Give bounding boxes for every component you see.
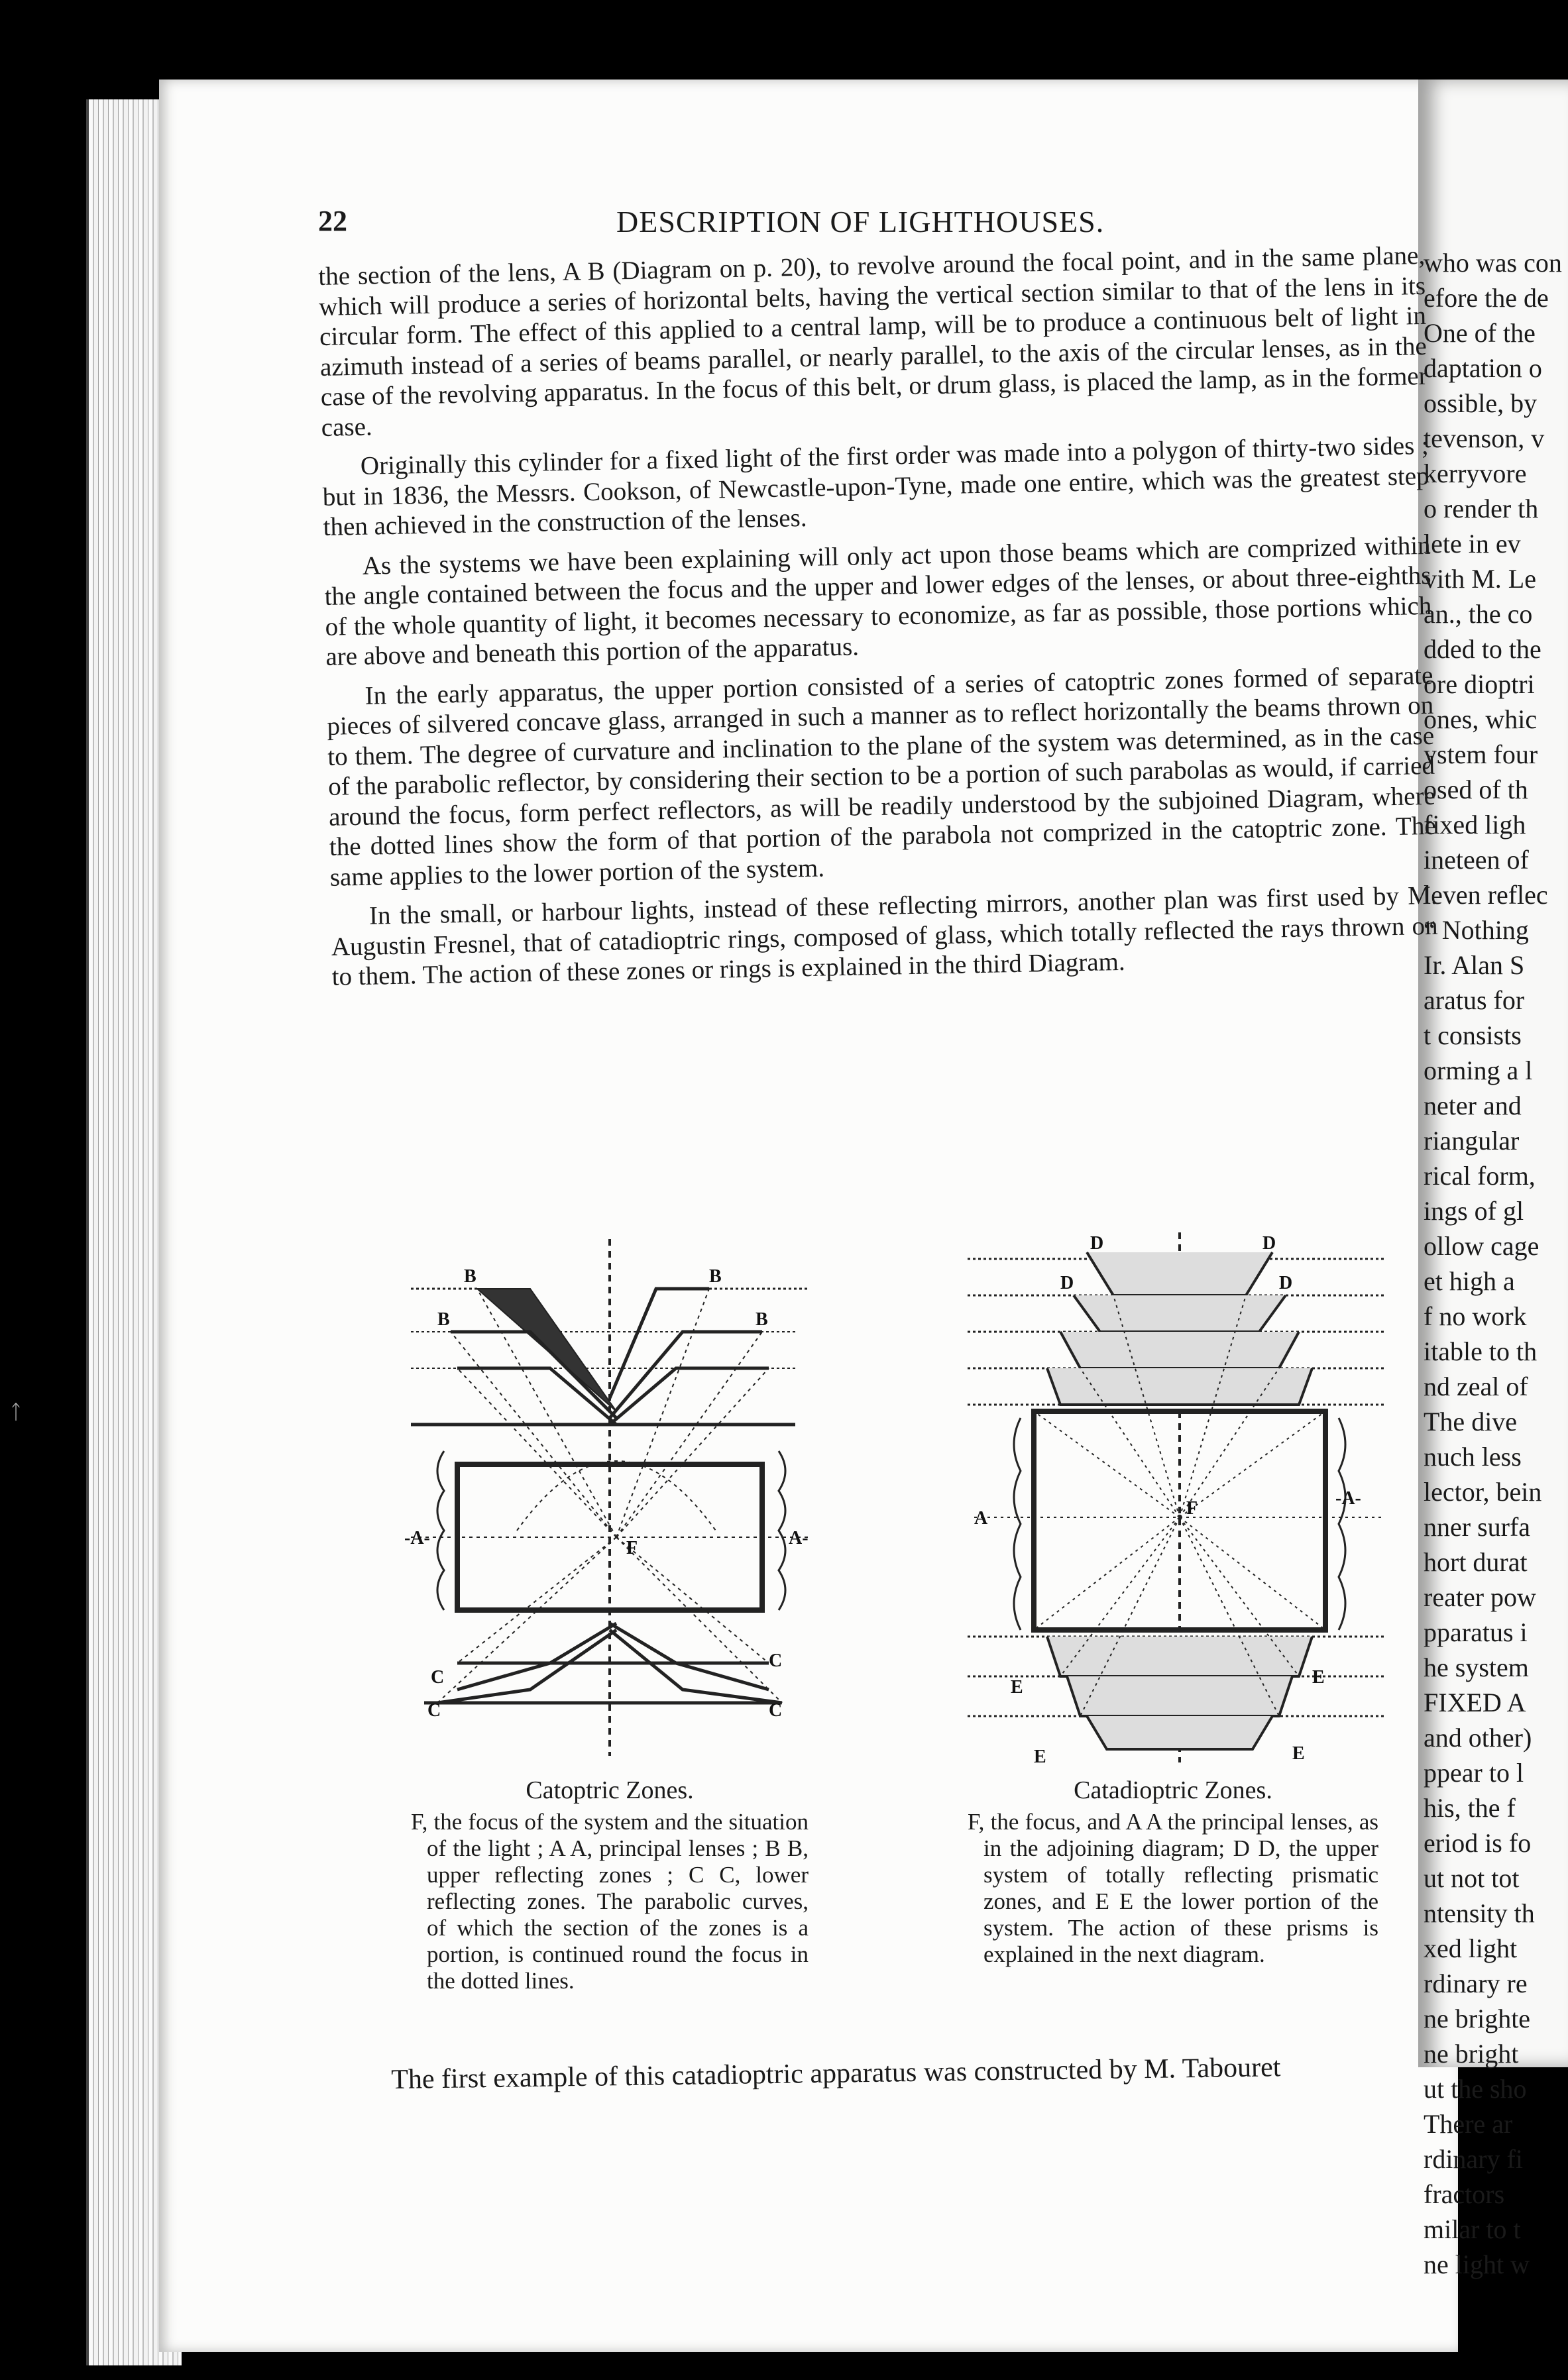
facing-page-line: milar to t xyxy=(1424,2214,1521,2244)
facing-page-line: FIXED A xyxy=(1424,1688,1526,1717)
label-a: -A- xyxy=(1335,1488,1361,1509)
label-e: E xyxy=(1011,1677,1023,1698)
facing-page-line: vith M. Le xyxy=(1424,564,1536,594)
body-text xyxy=(318,241,1439,1001)
label-e: E xyxy=(1292,1743,1305,1764)
facing-page-line: kerryvore xyxy=(1424,459,1527,488)
facing-page-line: fractors xyxy=(1424,2179,1505,2209)
label-e: E xyxy=(1034,1747,1046,1767)
facing-page-line: nd zeal of xyxy=(1424,1372,1528,1401)
facing-page-line: dded to the xyxy=(1424,634,1541,664)
paragraph: As the systems we have been explaining will only act upon those beams which are comprized within the angle contained between the focus and the upper and lower edges of the lenses, or about three-eighths of the whole quantity of light, it becomes necessary to economize, as far as possible, those portions which are above and beneath this portion of the apparatus. xyxy=(324,531,1432,671)
facing-page-line: ore dioptri xyxy=(1424,669,1535,699)
label-b: B xyxy=(756,1309,768,1330)
facing-page-line: daptation o xyxy=(1424,353,1542,383)
facing-page-line: ut not tot xyxy=(1424,1863,1520,1893)
label-c: C xyxy=(431,1667,445,1688)
facing-page-line: orming a l xyxy=(1424,1055,1533,1085)
facing-page-line: There ar xyxy=(1424,2109,1513,2139)
label-e: E xyxy=(1312,1667,1325,1688)
facing-page-line: et high a xyxy=(1424,1266,1515,1296)
facing-page-line: hort durat xyxy=(1424,1547,1528,1577)
facing-page-line: ollow cage xyxy=(1424,1231,1540,1261)
figure-caption-title: Catoptric Zones. xyxy=(526,1776,694,1804)
facing-page-line: Ir. Alan S xyxy=(1424,950,1525,980)
facing-page-line: tevenson, v xyxy=(1424,423,1545,453)
facing-page-line: aratus for xyxy=(1424,985,1525,1015)
facing-page-line: leven reflec xyxy=(1424,880,1548,910)
facing-page-line: itable to th xyxy=(1424,1336,1538,1366)
facing-page-line: riangular xyxy=(1424,1126,1520,1156)
paragraph: In the small, or harbour lights, instead of these reflecting mirrors, another plan was first used by M. Augustin Fresnel, that of catadioptric rings, composed of glass, which totally reflected the rays thrown on to them. The action of these zones or rings is explained in the third Diagram. xyxy=(331,881,1438,991)
facing-page-line: One of the xyxy=(1424,318,1536,348)
facing-page-line: pparatus i xyxy=(1424,1617,1528,1647)
facing-page-line: f no work xyxy=(1424,1301,1527,1331)
facing-page-line: ossible, by xyxy=(1424,388,1538,418)
facing-page-line: “ Nothing xyxy=(1424,915,1529,945)
paragraph: the section of the lens, A B (Diagram on p. 20), to revolve around the focal point, and in the same plane, which will produce a series of horizontal belts, having the vertical section similar to that of the lens in its circular form. The effect of this applied to a central lamp, will be to produce a continuous belt of light in azimuth instead of a series of beams parallel, or nearly parallel, to the axis of the circular lenses, as in the case of the revolving apparatus. In the focus of this belt, or drum glass, is placed the lamp, as in the former case. xyxy=(318,241,1428,442)
facing-page-line: rical form, xyxy=(1424,1161,1536,1191)
facing-page-line: he system xyxy=(1424,1652,1529,1682)
final-line: The first example of this catadioptric apparatus was constructed by M. Tabouret xyxy=(391,2052,1281,2095)
label-b: B xyxy=(464,1266,476,1287)
figure-caption-title: Catadioptric Zones. xyxy=(1074,1776,1272,1804)
label-a: -A- xyxy=(404,1528,430,1548)
facing-page-line: ne light w xyxy=(1424,2249,1530,2279)
facing-page-line: nuch less xyxy=(1424,1442,1522,1472)
label-d: D xyxy=(1262,1233,1276,1254)
catadioptric-diagram xyxy=(961,1226,1412,1769)
facing-page-line: o render th xyxy=(1424,494,1539,523)
figure-caption-text: F, the focus of the system and the situation of the light ; A A, principal lenses ; B B, upper reflecting zones ; C C, lower reflecting zones. The parabolic curves, of which the section of the zones is a portion, is continued round the focus in the dotted lines. xyxy=(411,1809,809,1994)
label-b: B xyxy=(437,1309,450,1330)
figure-caption-text: F, the focus, and A A the principal lenses, as in the adjoining diagram; D D, the upper system of totally reflecting prismatic zones, and E E the lower portion of the system. The action of these prisms is explained in the next diagram. xyxy=(968,1809,1378,1967)
running-title: DESCRIPTION OF LIGHTHOUSES. xyxy=(616,205,1105,239)
label-d: D xyxy=(1279,1273,1293,1293)
facing-page-line: efore the de xyxy=(1424,283,1549,313)
facing-page-line: ppear to l xyxy=(1424,1758,1524,1788)
label-d: D xyxy=(1060,1273,1074,1293)
label-c: C xyxy=(427,1700,441,1721)
catoptric-diagram xyxy=(398,1226,848,1769)
facing-page-line: ntensity th xyxy=(1424,1898,1535,1928)
facing-page-line: rdinary fi xyxy=(1424,2144,1523,2174)
facing-page-line: neter and xyxy=(1424,1091,1522,1120)
catoptric-zones-figure xyxy=(398,1226,848,1994)
facing-page-line: who was con xyxy=(1424,248,1562,278)
label-d: D xyxy=(1090,1233,1104,1254)
paragraph: In the early apparatus, the upper portion consisted of a series of catoptric zones formed of separate pieces of silvered concave glass, arranged in such a manner as to reflect horizontally the beams thrown on to them. The degree of curvature and inclination to the plane of the system was determined, as in the case of the parabolic reflector, by considering their section to be a portion of such parabolas as would, if carried around the focus, form perfect reflectors, as will be readily understood by the subjoined Diagram, where the dotted lines show the form of that portion of the parabola not comprized in the catoptric zone. The same applies to the lower portion of the system. xyxy=(327,661,1437,892)
facing-page-line: fixed ligh xyxy=(1424,810,1526,839)
label-f: F xyxy=(626,1538,638,1558)
label-c: C xyxy=(769,1700,783,1721)
label-f: F xyxy=(1186,1498,1198,1519)
page-header xyxy=(318,204,1445,244)
facing-page-line: eriod is fo xyxy=(1424,1828,1532,1858)
facing-page-line: ne brighte xyxy=(1424,2004,1531,2033)
facing-page-line: and other) xyxy=(1424,1723,1532,1753)
facing-page-line: his, the f xyxy=(1424,1793,1516,1823)
facing-page-line: lete in ev xyxy=(1424,529,1521,559)
facing-page-line: t consists xyxy=(1424,1020,1522,1050)
facing-page-line: ones, whic xyxy=(1424,704,1538,734)
facing-page-fragment xyxy=(1418,80,1568,2279)
facing-page-line: xed light xyxy=(1424,1933,1518,1963)
paragraph: Originally this cylinder for a fixed light of the first order was made into a polygon of thirty-two sides ; but in 1836, the Messrs. Cookson, of Newcastle-upon-Tyne, made one entire, which was the greatest step then achieved in the construction of the lenses. xyxy=(322,431,1429,541)
facing-page-line: osed of th xyxy=(1424,775,1528,804)
facing-page-line: lector, bein xyxy=(1424,1477,1542,1507)
label-c: C xyxy=(769,1650,783,1671)
label-a: A- xyxy=(789,1528,809,1548)
facing-page-line: ings of gl xyxy=(1424,1196,1524,1226)
facing-page-line: rdinary re xyxy=(1424,1969,1528,1998)
scan-mark: ᛏ xyxy=(10,1401,22,1423)
facing-page-line: reater pow xyxy=(1424,1582,1536,1612)
facing-page-line: ne bright xyxy=(1424,2039,1519,2069)
facing-page-line: ystem four xyxy=(1424,739,1538,769)
facing-page-line: The dive xyxy=(1424,1407,1518,1436)
page-number: 22 xyxy=(318,205,347,237)
facing-page-line: an., the co xyxy=(1424,599,1533,629)
catadioptric-zones-figure xyxy=(961,1226,1418,1968)
facing-page-line: ut the sho xyxy=(1424,2074,1527,2104)
facing-page-line: nner surfa xyxy=(1424,1512,1531,1542)
label-b: B xyxy=(709,1266,722,1287)
label-a: A xyxy=(974,1508,988,1529)
figures xyxy=(398,1226,1418,2074)
facing-page-line: ineteen of xyxy=(1424,845,1529,875)
